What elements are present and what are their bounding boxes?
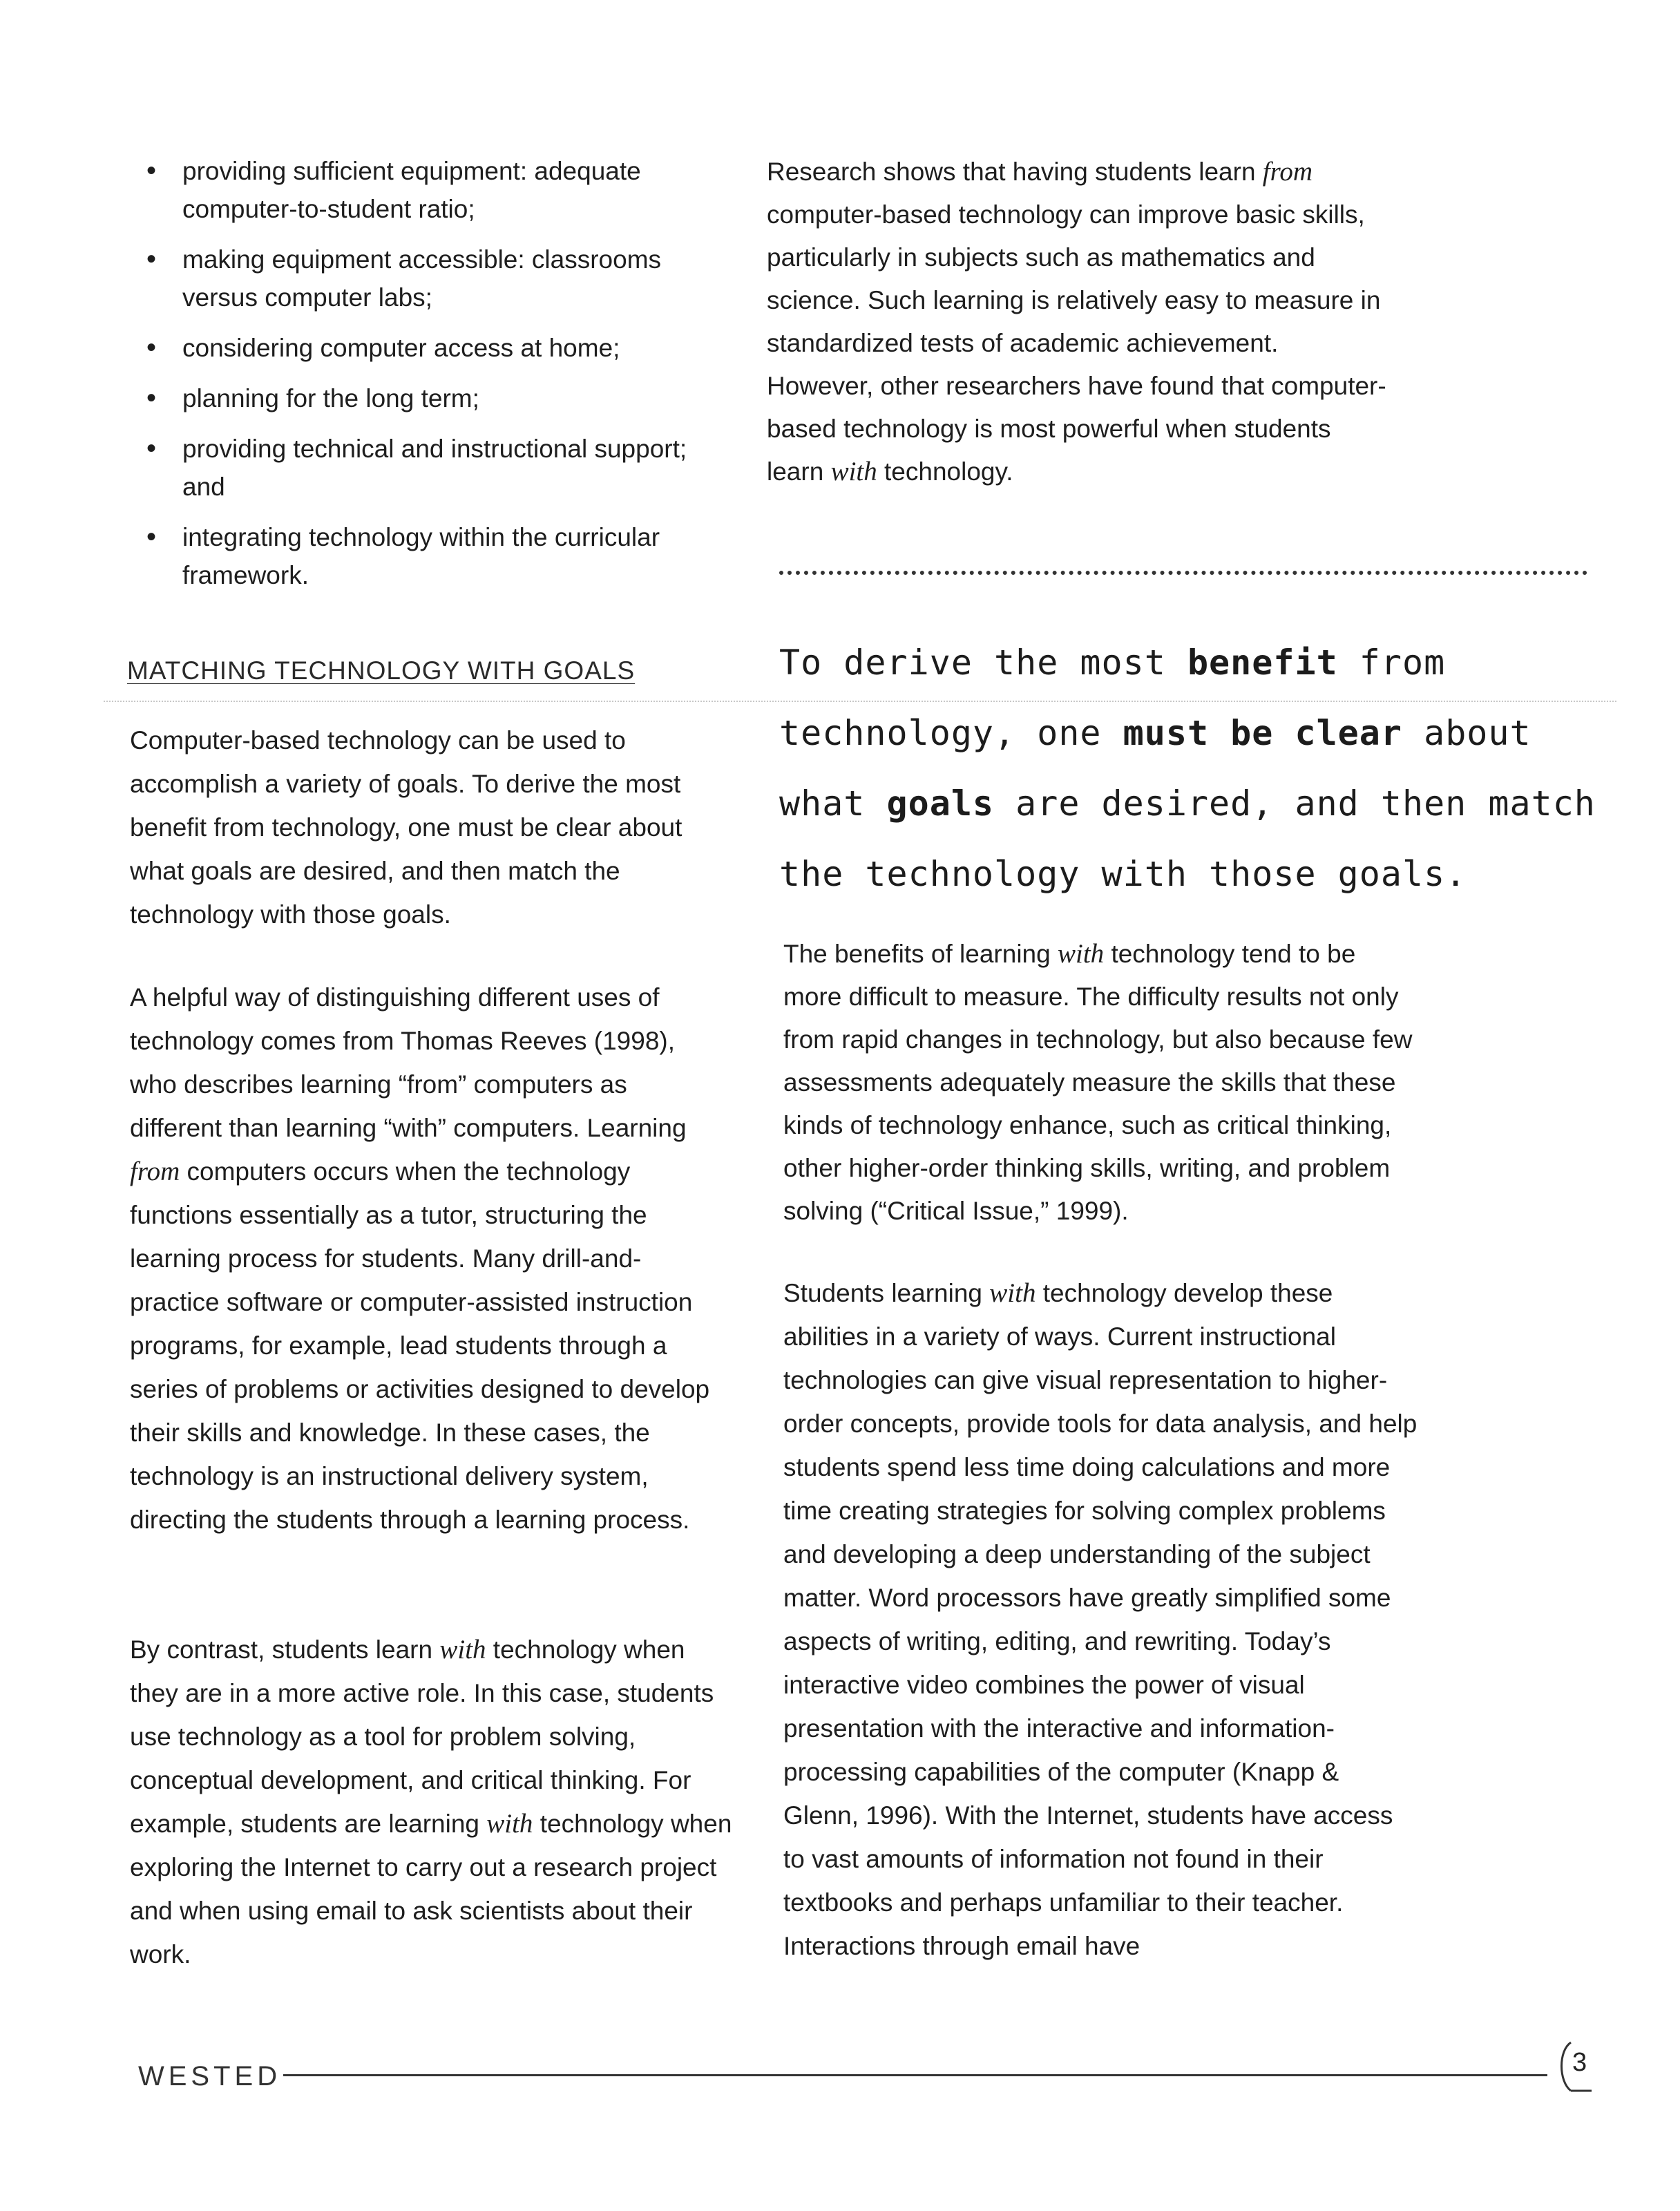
pull-quote: To derive the most benefit from technology, one must be clear about what goals are desired, and then match the technology with those goals. — [779, 643, 1596, 894]
page-number — [1556, 2040, 1597, 2095]
dotted-divider — [779, 571, 1587, 575]
left-paragraph-1: Computer-based technology can be used to accomplish a variety of goals. To derive the most benefit from technology, one must be clear about what goals are desired, and then match the technology with those goals. — [130, 726, 682, 929]
section-heading: MATCHING TECHNOLOGY WITH GOALS — [127, 656, 636, 685]
footer-rule — [283, 2074, 1547, 2076]
bullet-list — [146, 152, 720, 607]
footer-brand: WESTED — [138, 2061, 282, 2091]
list-item: • planning for the long term; — [146, 379, 720, 417]
list-item: • considering computer access at home; — [146, 329, 720, 367]
list-item: • providing sufficient equipment: adequate computer-to-student ratio; — [146, 152, 720, 228]
page-number-text: 3 — [1572, 2048, 1587, 2077]
research-intro-paragraph: Research shows that having students learn from computer-based technology can improve basic skills, particularly in subjects such as mathematics and science. Such learning is relatively easy to measure in standardized tests of academic achievement. However, other researchers have found that computer-based technology is most powerful when students learn with technology. — [767, 157, 1386, 486]
list-item: • providing technical and instructional support; and — [146, 430, 720, 506]
left-paragraph-2: A helpful way of distinguishing different uses of technology comes from Thomas Reeves (1998), who describes learning “from” computers as different than learning “with” computers. Learning from computers occurs when the technology functions essentially as a tutor, structuring the learning process for students. Many drill-and-practice software or computer-assisted instruction programs, for example, lead students through a series of problems or activities designed to develop their skills and knowledge. In these cases, the technology is an instructional delivery system, directing the students through a learning process. — [130, 983, 710, 1534]
right-paragraph-1: The benefits of learning with technology tend to be more difficult to measure. The difficulty results not only from rapid changes in technology, but also because few assessments adequately measure the skills that these kinds of technology enhance, such as critical thinking, other higher-order thinking skills, writing, and problem solving (“Critical Issue,” 1999). — [783, 939, 1413, 1225]
list-item: • making equipment accessible: classrooms versus computer labs; — [146, 240, 720, 316]
left-paragraph-3: By contrast, students learn with technology when they are in a more active role. In this case, students use technology as a tool for problem solving, conceptual development, and critical thinking. For example, students are learning with technology when exploring the Internet to carry out a research project and when using email to ask scientists about their work. — [130, 1635, 732, 1968]
list-item: • integrating technology within the curricular framework. — [146, 518, 720, 594]
right-paragraph-2: Students learning with technology develop these abilities in a variety of ways. Current instructional technologies can give visual representation to higher-order concepts, provide tools for data analysis, and help students spend less time doing calculations and more time creating strategies for solving complex problems and developing a deep understanding of the subject matter. Word processors have greatly simplified some aspects of writing, editing, and rewriting. Today’s interactive video combines the power of visual presentation with the interactive and information-processing capabilities of the computer (Knapp & Glenn, 1996). With the Internet, students have access to vast amounts of information not found in their textbooks and perhaps unfamiliar to their teacher. Interactions through email have — [783, 1278, 1418, 1960]
